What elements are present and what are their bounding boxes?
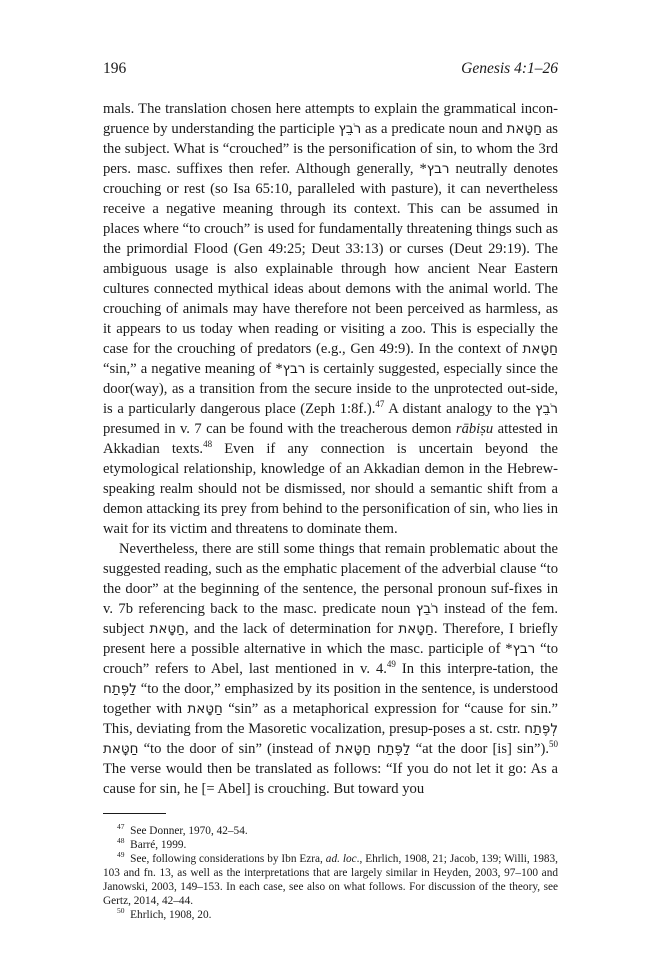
hebrew-term: רבץ xyxy=(426,161,450,177)
running-title: Genesis 4:1–26 xyxy=(461,60,558,77)
hebrew-term: לַפֶּתַח חַטָּאת xyxy=(335,741,411,757)
hebrew-term: רֹבֵץ xyxy=(338,121,362,137)
paragraph-1: mals. The translation chosen here attempts to explain the grammatical incon-gruence by understanding the participle רֹבֵץ as a predicate noun and חַטָּאת as the subject. What is “crouched” is the personification of sin, to whom the 3rd pers. masc. suffixes then refer. Although generally, *רבץ neutrally denotes crouching or rest (so Isa 65:10, paralleled with pasture), it can nevertheless receive a negative meaning through its context. This can be assumed in places where “to crouch” is used for fundamentally threatening things such as the primordial Flood (Gen 49:25; Deut 33:13) or curses (Deut 29:19). The ambiguous usage is also explainable through how ancient Near Eastern cultures connected mythical ideas about demons with the animal world. The crouching of animals may have therefore not been perceived as harmless, as it appears to us today when reading or visiting a zoo. This is especially the case for the crouching of predators (e.g., Gen 49:9). In the context of חַטָּאת “sin,” a negative meaning of *רבץ is certainly suggested, especially since the door(way), as a transition from the secure inside to the unprotected out-side, is a particularly dangerous place (Zeph 1:8f.).$^{47}$ A distant analogy to the רֹבֵץ presumed in v. 7 can be found with the treacherous demon rābiṣu attested in Akkadian texts.$^{48}$ Even if any connection is uncertain beyond the etymological relationship, knowledge of an Akkadian demon in the Hebrew-speaking realm should not be dismissed, nor should a semantic shift from a demon attacking its prey from behind to the personification of sin, who lies in wait for its victim and threatens to dominate them. xyxy=(103,101,559,537)
footnote: $^{47}$ See Donner, 1970, 42–54. xyxy=(117,822,248,837)
footnote-number: 50 xyxy=(117,906,125,916)
footnote-ref: 47 xyxy=(375,399,385,410)
footnote-number: 48 xyxy=(117,836,125,846)
paragraph-2: Nevertheless, there are still some things that remain problematic about the suggested reading, such as the emphatic placement of the adverbial clause “to the door” at the beginning of the sentence, the personal pronoun suf-fixes in v. 7b referencing back to the masc. predicate noun רֹבֵץ instead of the fem. subject חַטָּאת, and the lack of determination for חַטָּאת. Therefore, I briefly present here a possible alternative in which the masc. participle of *רבץ “to crouch” refers to Abel, last mentioned in v. 4.49 In this interpre-tation, the לַפֶּתַח “to the door,” emphasized by its position in the sentence, is understood together with חַטָּאת “sin” as a metaphorical expression for “cause for sin.” This, deviating from the Masoretic vocalization, presup-poses a st. cstr. לְפֶּתַח חַטָּאת “to the door of sin” (instead of לַפֶּתַח חַטָּאת “at the door [is] sin”).$^{50}$ The verse would then be translated as follows: “If you do not let it go: As a cause for sin, he [= Abel] is crouching. But toward you xyxy=(103,541,558,797)
hebrew-term: חַטָּאת xyxy=(522,341,558,357)
footnote: $^{50}$ Ehrlich, 1908, 20. xyxy=(117,906,212,921)
page-number: 196 xyxy=(103,60,127,77)
hebrew-term: רבץ xyxy=(512,641,536,657)
hebrew-term: חַטָּאת xyxy=(149,621,186,637)
hebrew-term: חַטָּאת xyxy=(506,121,542,137)
hebrew-term: רֹבֵץ xyxy=(415,601,439,617)
footnote: $^{48}$ Barré, 1999. xyxy=(117,836,187,851)
footnote-number: 49 xyxy=(117,850,125,860)
footnote-ref: 48 xyxy=(203,439,213,450)
footnote-rule xyxy=(103,813,166,814)
footnote-number: 47 xyxy=(117,822,125,832)
running-head xyxy=(103,60,558,78)
footnotes xyxy=(103,824,558,922)
hebrew-term: רֹבֵץ xyxy=(535,401,558,417)
italic-term: rābiṣu xyxy=(455,421,494,437)
italic-term: ad. loc xyxy=(325,853,357,865)
footnote-ref: 50 xyxy=(549,739,558,750)
page xyxy=(103,60,558,922)
body-text xyxy=(103,99,558,799)
footnote: $^{49}$ See, following considerations by Ibn Ezra, ad. loc., Ehrlich, 1908, 21; Jacob, 139; Willi, 1983, 103 and fn. 13, as well as the interpretations that are largely similar in Heyden, 2003, 97–100 and Janowski, 2003, 149–153. In each case, see also on what follows. For discussion of the theory, see Gertz, 2014, 42–44. xyxy=(103,850,559,907)
hebrew-term: חַטָּאת xyxy=(187,701,223,717)
hebrew-term: לְפֶּתַח חַטָּאת xyxy=(103,721,558,757)
hebrew-term: רבץ xyxy=(282,361,306,377)
footnote-ref: 49 xyxy=(386,659,396,670)
hebrew-term: חַטָּאת xyxy=(398,621,434,637)
hebrew-term: לַפֶּתַח xyxy=(103,681,137,697)
